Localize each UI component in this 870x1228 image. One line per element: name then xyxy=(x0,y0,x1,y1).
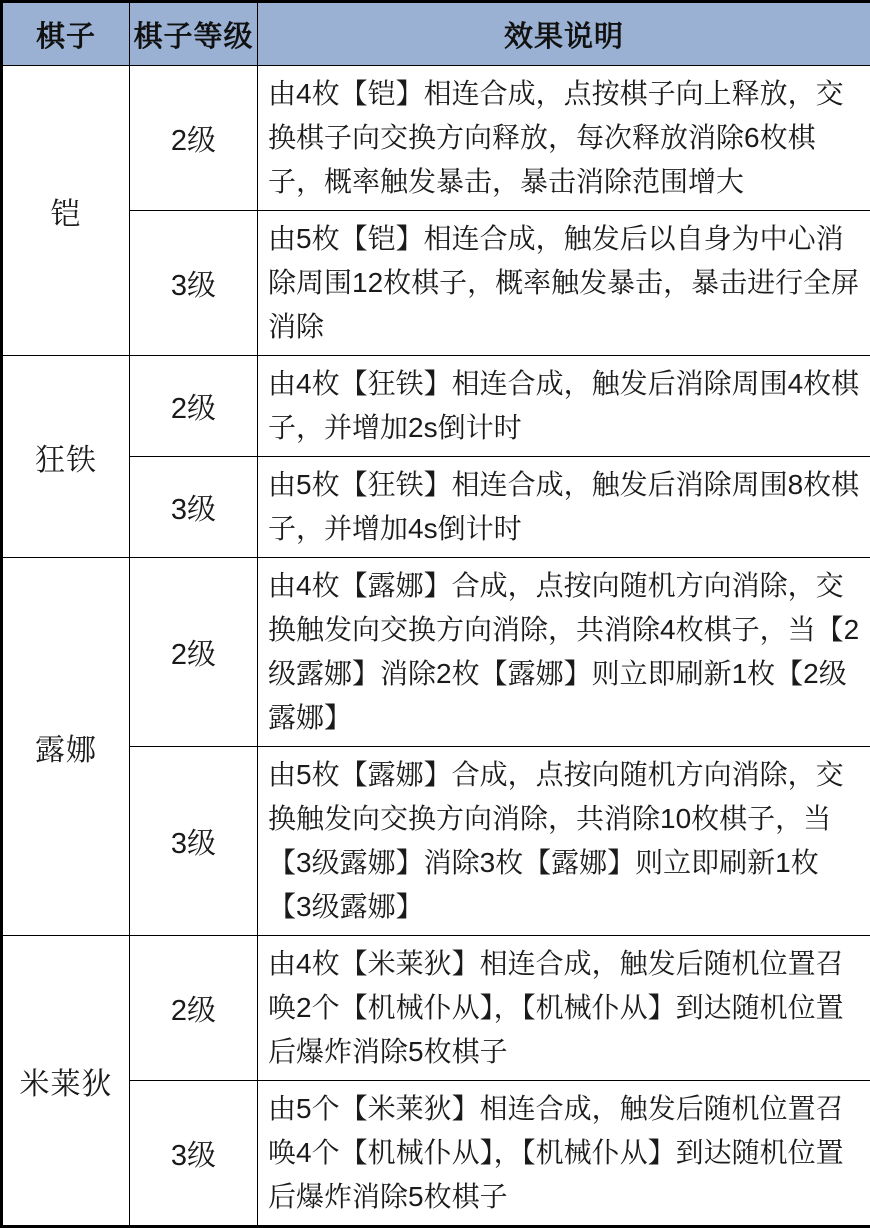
effect-cell: 由4枚【狂铁】相连合成，触发后消除周围4枚棋子，并增加2s倒计时 xyxy=(258,356,870,457)
piece-name-kuangtie: 狂铁 xyxy=(2,356,130,558)
effect-cell: 由5枚【铠】相连合成，触发后以自身为中心消除周围12枚棋子，概率触发暴击，暴击进行全屏消除 xyxy=(258,211,870,356)
level-cell: 3级 xyxy=(130,457,258,558)
level-cell: 2级 xyxy=(130,356,258,457)
piece-name-kai: 铠 xyxy=(2,66,130,356)
level-cell: 2级 xyxy=(130,936,258,1081)
header-piece: 棋子 xyxy=(2,2,130,66)
header-effect: 效果说明 xyxy=(258,2,870,66)
level-cell: 2级 xyxy=(130,558,258,747)
table-header-row xyxy=(2,2,870,66)
level-cell: 3级 xyxy=(130,747,258,936)
piece-name-milaidi: 米莱狄 xyxy=(2,936,130,1227)
table-row xyxy=(2,1081,870,1227)
table-row xyxy=(2,936,870,1081)
table-row xyxy=(2,558,870,747)
table-row xyxy=(2,356,870,457)
effect-cell: 由5个【米莱狄】相连合成，触发后随机位置召唤4个【机械仆从】，【机械仆从】到达随机位置后爆炸消除5枚棋子 xyxy=(258,1081,870,1227)
table-row xyxy=(2,457,870,558)
effect-cell: 由4枚【铠】相连合成，点按棋子向上释放，交换棋子向交换方向释放，每次释放消除6枚棋子，概率触发暴击，暴击消除范围增大 xyxy=(258,66,870,211)
effect-cell: 由5枚【狂铁】相连合成，触发后消除周围8枚棋子，并增加4s倒计时 xyxy=(258,457,870,558)
level-cell: 2级 xyxy=(130,66,258,211)
table-row xyxy=(2,66,870,211)
effect-cell: 由4枚【米莱狄】相连合成，触发后随机位置召唤2个【机械仆从】，【机械仆从】到达随机位置后爆炸消除5枚棋子 xyxy=(258,936,870,1081)
level-cell: 3级 xyxy=(130,1081,258,1227)
table-row xyxy=(2,747,870,936)
piece-name-luna: 露娜 xyxy=(2,558,130,936)
header-level: 棋子等级 xyxy=(130,2,258,66)
effect-cell: 由5枚【露娜】合成，点按向随机方向消除，交换触发向交换方向消除，共消除10枚棋子，当【3级露娜】消除3枚【露娜】则立即刷新1枚【3级露娜】 xyxy=(258,747,870,936)
level-cell: 3级 xyxy=(130,211,258,356)
table-row xyxy=(2,211,870,356)
effect-cell: 由4枚【露娜】合成，点按向随机方向消除，交换触发向交换方向消除，共消除4枚棋子，当【2级露娜】消除2枚【露娜】则立即刷新1枚【2级露娜】 xyxy=(258,558,870,747)
